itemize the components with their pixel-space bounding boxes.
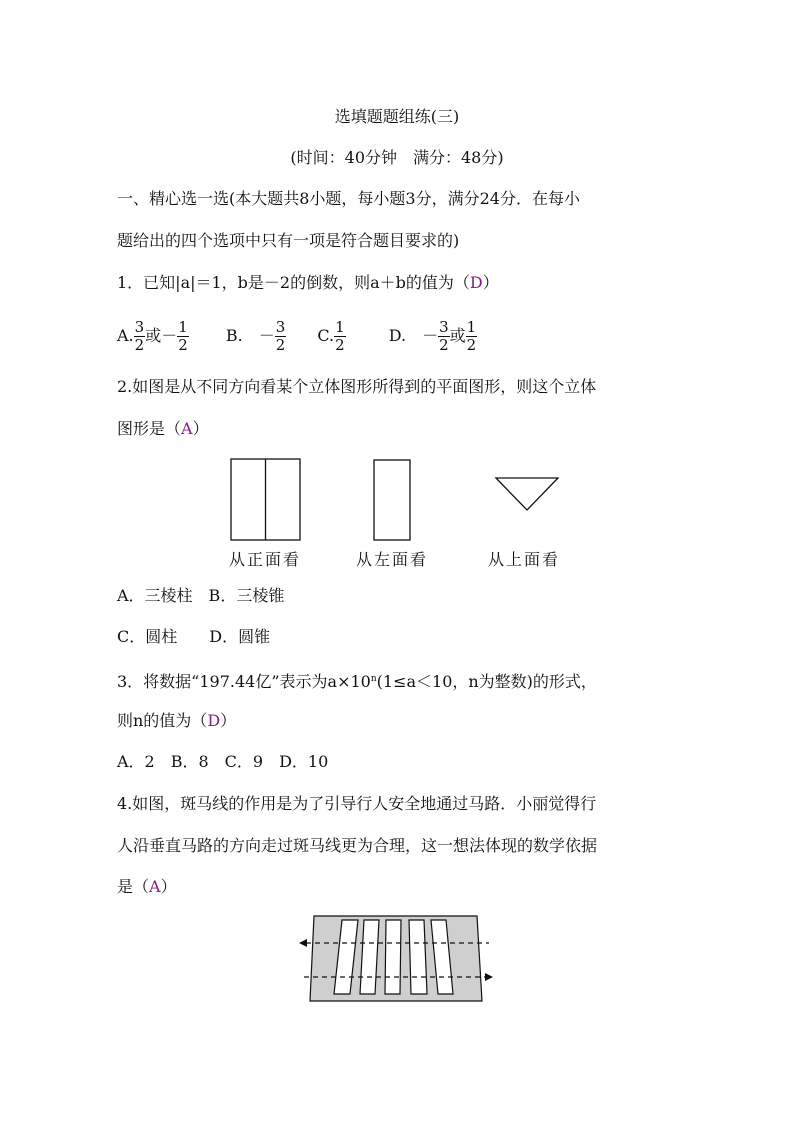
view-label-front: 从正面看 [229, 550, 302, 569]
option-b-label: B. － [225, 326, 275, 345]
question-3-text-cont: (1≤a＜10，n为整数)的形式， [376, 672, 597, 691]
question-4-text: 是（ [117, 877, 150, 896]
question-4-close: ） [160, 877, 177, 896]
section-heading-line2: 题给出的四个选项中只有一项是符合题目要求的) [117, 231, 460, 250]
question-3-text: 3．将数据“197.44亿”表示为a×10 [117, 672, 371, 691]
zebra-stripe [409, 920, 427, 994]
denominator: 2 [466, 336, 477, 354]
denominator: 2 [134, 336, 145, 354]
arrow-left-icon [299, 939, 307, 947]
view-label-left: 从左面看 [356, 550, 429, 569]
exponent: n [370, 674, 377, 684]
numerator: 3 [134, 318, 145, 336]
denominator: 2 [335, 336, 345, 354]
option-a-mid: 或－ [145, 326, 178, 345]
question-3-close: ） [220, 711, 237, 730]
denominator: 2 [439, 336, 449, 354]
question-1-text: 1．已知|a|＝1，b是－2的倒数，则a＋b的值为（ [117, 273, 470, 292]
numerator: 1 [335, 318, 345, 336]
question-2-text: 图形是（ [117, 419, 182, 438]
question-3-answer: D [207, 711, 221, 730]
question-4-line1: 4.如图，斑马线的作用是为了引导行人安全地通过马路．小丽觉得行 [117, 794, 597, 813]
denominator: 2 [275, 336, 286, 354]
numerator: 1 [178, 318, 188, 336]
zebra-stripe [360, 920, 379, 994]
question-2-options-row1: A．三棱柱 B．三棱锥 [117, 586, 285, 605]
page-title: 选填题题组练(三) [334, 107, 460, 126]
question-2-line1: 2.如图是从不同方向看某个立体图形所得到的平面图形，则这个立体 [117, 377, 597, 396]
numerator: 3 [275, 318, 286, 336]
section-heading-line1: 一、精心选一选(本大题共8小题，每小题3分，满分24分．在每小 [117, 189, 580, 208]
question-1-close: ） [482, 273, 499, 292]
question-4-line2: 人沿垂直马路的方向走过斑马线更为合理，这一想法体现的数学依据 [117, 836, 598, 855]
denominator: 2 [178, 336, 188, 354]
option-d-label: D. － [388, 326, 439, 345]
view-label-top: 从上面看 [488, 550, 561, 569]
option-c-label: C. [317, 326, 335, 345]
question-3-options: A．2 B．8 C．9 D．10 [117, 752, 329, 771]
question-2-close: ） [192, 419, 209, 438]
numerator: 1 [466, 318, 477, 336]
arrow-right-icon [485, 973, 493, 981]
numerator: 3 [439, 318, 449, 336]
page-subtitle: (时间：40分钟 满分：48分) [290, 148, 504, 167]
question-3-text2: 则n的值为（ [117, 711, 208, 730]
option-a-label: A. [117, 326, 134, 345]
option-d-mid: 或 [449, 326, 466, 345]
question-2-answer: A [181, 419, 193, 438]
question-1-answer: D [469, 273, 483, 292]
question-4-answer: A [149, 877, 161, 896]
question-2-options-row2: C．圆柱 D．圆锥 [117, 627, 271, 646]
zebra-stripe [385, 920, 401, 994]
